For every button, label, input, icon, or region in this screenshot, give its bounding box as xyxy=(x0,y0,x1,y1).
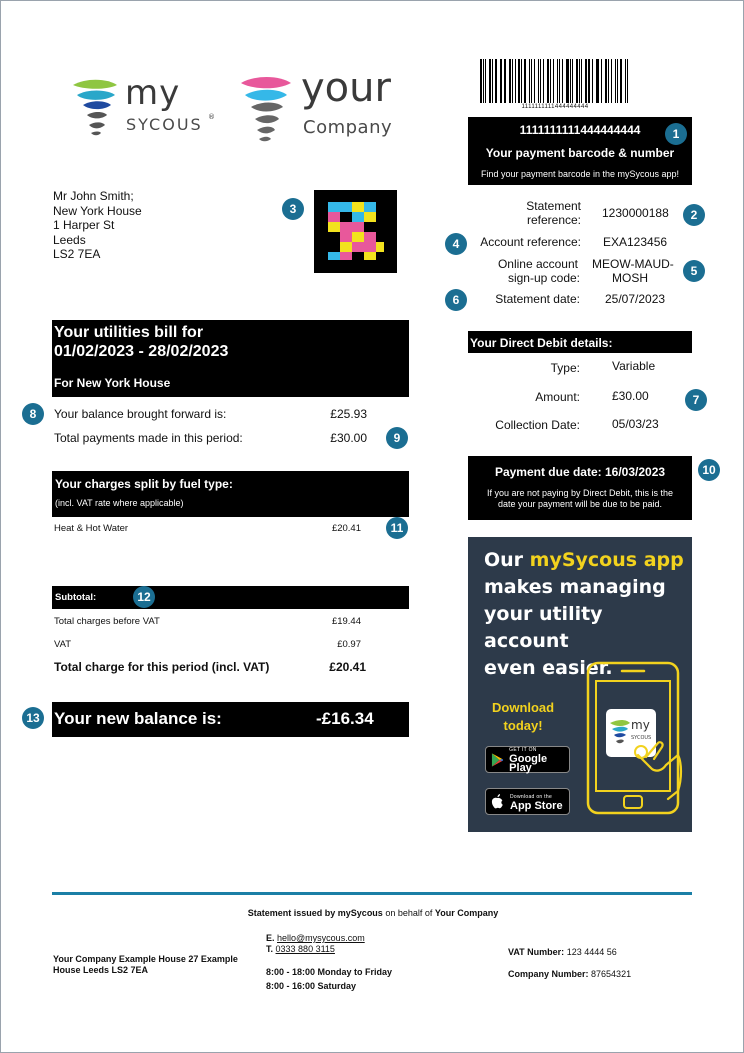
statement-reference-value: 1230000188 xyxy=(602,206,669,220)
bill-header xyxy=(52,320,409,397)
callout-badge-8: 8 xyxy=(22,403,44,425)
before-vat-label: Total charges before VAT xyxy=(54,616,160,627)
mysycous-logo-word: my xyxy=(125,73,181,113)
balance-forward-value: £25.93 xyxy=(330,407,367,421)
barcode-bar xyxy=(615,59,616,103)
barcode-number-small: 1111111111444444444 xyxy=(521,104,589,110)
barcode-bar xyxy=(581,59,582,103)
your-company-logo xyxy=(237,65,407,143)
barcode-bar xyxy=(531,59,533,103)
footer-email-label: E. xyxy=(266,933,275,943)
barcode-bar xyxy=(627,59,629,103)
barcode-bar xyxy=(597,59,599,103)
footer-issued-by xyxy=(1,908,744,918)
statement-reference-label xyxy=(471,199,581,227)
phone-illustration-icon xyxy=(586,659,686,819)
total-charge-label: Total charge for this period (incl. VAT) xyxy=(54,660,270,674)
barcode-bar xyxy=(501,59,502,103)
swirl-logo-icon xyxy=(69,75,121,139)
google-play-top: GET IT ON xyxy=(509,747,537,753)
swirl-logo-icon xyxy=(237,73,295,145)
footer-issued-a: Statement issued by mySycous xyxy=(247,908,383,918)
download-line-2: today! xyxy=(503,718,543,733)
dd-collection-label: Collection Date: xyxy=(495,418,580,432)
new-balance-label: Your new balance is: xyxy=(54,709,222,728)
signup-code-value-2: MOSH xyxy=(612,271,648,285)
app-store-button[interactable] xyxy=(485,788,570,815)
statement-reference-label-text: Statement reference: xyxy=(526,199,581,227)
barcode-bar xyxy=(504,59,506,103)
signup-code-value-1: MEOW-MAUD- xyxy=(592,257,674,271)
barcode-bar xyxy=(524,59,526,103)
balance-forward-label: Your balance brought forward is: xyxy=(54,407,227,421)
barcode-bar xyxy=(562,59,564,103)
barcode-bar xyxy=(492,59,493,103)
app-promo-line-2: makes managing xyxy=(484,576,666,598)
registered-mark: ® xyxy=(208,113,215,121)
barcode-bar xyxy=(625,59,626,103)
app-promo-line-1a: Our xyxy=(484,549,530,571)
charge-item-value: £20.41 xyxy=(331,523,361,534)
footer-email-link[interactable]: hello@mysycous.com xyxy=(277,933,365,943)
your-company-logo-word: your xyxy=(301,65,391,111)
barcode-bar xyxy=(592,59,593,103)
app-store-name: App Store xyxy=(510,799,563,812)
barcode-number: 1111111111444444444 xyxy=(519,123,641,137)
download-today-text xyxy=(492,699,554,735)
charges-header xyxy=(52,471,409,517)
account-reference-value: EXA123456 xyxy=(603,235,668,249)
callout-badge-3: 3 xyxy=(282,198,304,220)
callout-badge-9: 9 xyxy=(386,427,408,449)
footer-company-number xyxy=(508,969,631,979)
signup-code-label-2: sign-up code: xyxy=(507,271,580,285)
direct-debit-header xyxy=(468,331,692,353)
address-line: Mr John Smith; xyxy=(53,189,134,203)
subtotal-title: Subtotal: xyxy=(55,592,97,603)
payment-due-box xyxy=(468,456,692,520)
before-vat-value: £19.44 xyxy=(331,616,361,627)
barcode-bar xyxy=(500,59,501,103)
direct-debit-title: Your Direct Debit details: xyxy=(470,336,613,350)
barcode-bar xyxy=(611,59,613,103)
barcode-bar xyxy=(518,59,520,103)
new-balance-box xyxy=(52,702,409,737)
barcode-bar xyxy=(547,59,549,103)
bill-property: For New York House xyxy=(54,376,171,390)
new-balance-value: -£16.34 xyxy=(316,709,374,728)
barcode-bar xyxy=(485,59,486,103)
callout-badge-13: 13 xyxy=(22,707,44,729)
footer-issued-c: Your Company xyxy=(434,908,499,918)
vat-label: VAT xyxy=(54,639,72,650)
account-reference-label: Account reference: xyxy=(480,235,581,249)
barcode-bar xyxy=(521,59,522,103)
barcode-bar xyxy=(483,59,484,103)
dd-amount-label: Amount: xyxy=(535,390,580,404)
footer-phone-link[interactable]: 0333 880 3115 xyxy=(275,944,335,954)
footer-hours-1: 8:00 - 18:00 Monday to Friday xyxy=(266,967,393,977)
address-line: LS2 7EA xyxy=(53,247,101,261)
footer-hours-2: 8:00 - 16:00 Saturday xyxy=(266,981,357,991)
barcode-bar xyxy=(608,59,609,103)
barcode-bar xyxy=(566,59,568,103)
apple-icon xyxy=(491,794,504,809)
subtotal-header xyxy=(52,586,409,609)
callout-badge-6: 6 xyxy=(445,289,467,311)
google-play-name: Google Play xyxy=(509,753,548,774)
barcode-bar xyxy=(585,59,587,103)
payment-due-note-2: date your payment will be due to be paid. xyxy=(497,499,663,509)
footer-rule xyxy=(52,892,692,895)
charges-subtitle: (incl. VAT rate where applicable) xyxy=(55,498,184,508)
barcode-bar xyxy=(543,59,544,103)
footer-vat-value: 123 4444 56 xyxy=(566,947,617,957)
barcode-bar xyxy=(579,59,580,103)
barcode-image xyxy=(480,59,630,103)
barcode-bar xyxy=(515,59,516,103)
barcode-bar xyxy=(620,59,622,103)
footer-company-label: Company Number: xyxy=(508,969,589,979)
barcode-bar xyxy=(540,59,542,103)
payment-due-title: Payment due date: 16/03/2023 xyxy=(494,465,666,479)
callout-badge-12: 12 xyxy=(133,586,155,608)
barcode-bar xyxy=(489,59,491,103)
footer-company-address: Your Company Example House 27 Example House Leeds LS2 7EA xyxy=(53,954,238,975)
phone-logo-word: my xyxy=(631,718,650,732)
app-store-top: Download on the xyxy=(510,793,553,800)
footer-company-value: 87654321 xyxy=(591,969,632,979)
bill-title-line-2: 01/02/2023 - 28/02/2023 xyxy=(54,343,229,360)
barcode-bar xyxy=(557,59,559,103)
barcode-bar xyxy=(534,59,535,103)
charges-title: Your charges split by fuel type: xyxy=(55,477,233,491)
download-line-1: Download xyxy=(492,700,555,715)
barcode-bar xyxy=(495,59,497,103)
vat-value: £0.97 xyxy=(337,639,361,650)
payments-value: £30.00 xyxy=(330,431,367,445)
footer-issued-b: on behalf of xyxy=(382,908,435,918)
dd-amount-value: £30.00 xyxy=(612,389,649,403)
footer-contact xyxy=(266,933,392,992)
payments-label: Total payments made in this period: xyxy=(54,431,243,445)
google-play-button[interactable] xyxy=(485,746,570,773)
barcode-bar xyxy=(570,59,571,103)
statement-date-label: Statement date: xyxy=(495,292,580,306)
app-promo-panel xyxy=(468,537,692,832)
footer-vat xyxy=(508,947,617,957)
callout-badge-4: 4 xyxy=(445,233,467,255)
barcode-bar xyxy=(480,59,482,103)
total-charge-value: £20.41 xyxy=(329,660,366,674)
barcode-box xyxy=(468,117,692,185)
barcode-subtitle: Find your payment barcode in the mySycous app! xyxy=(480,169,680,179)
barcode-bar xyxy=(601,59,602,103)
barcode-bar xyxy=(559,59,560,103)
address-line: 1 Harper St xyxy=(53,218,115,232)
qr-code-icon xyxy=(314,190,397,273)
barcode-title: Your payment barcode & number xyxy=(485,146,675,160)
callout-badge-10: 10 xyxy=(698,459,720,481)
callout-badge-2: 2 xyxy=(683,204,705,226)
mysycous-logo-sub: SYCOUS xyxy=(126,115,203,134)
your-company-logo-sub: Company xyxy=(303,117,393,138)
phone-logo-sub: SYCOUS xyxy=(631,735,652,741)
signup-code-label-1: Online account xyxy=(497,257,578,271)
recipient-address xyxy=(53,189,142,262)
barcode-bar xyxy=(550,59,551,103)
bill-title-line-1: Your utilities bill for xyxy=(54,324,204,341)
app-promo-line-3: your utility account xyxy=(484,603,603,652)
statement-date-value: 25/07/2023 xyxy=(605,292,666,306)
callout-badge-1: 1 xyxy=(665,123,687,145)
dd-collection-value: 05/03/23 xyxy=(612,417,659,431)
barcode-bar xyxy=(509,59,511,103)
mysycous-logo xyxy=(69,75,219,141)
barcode-bar xyxy=(596,59,597,103)
address-line: New York House xyxy=(53,203,142,218)
barcode-bar xyxy=(605,59,607,103)
callout-badge-11: 11 xyxy=(386,517,408,539)
barcode-bar xyxy=(576,59,578,103)
charge-item-label: Heat & Hot Water xyxy=(54,523,129,534)
qr-code xyxy=(314,190,397,273)
payment-due-note-1: If you are not paying by Direct Debit, this is the xyxy=(486,488,674,498)
dd-type-value: Variable xyxy=(612,359,656,373)
barcode-bar xyxy=(553,59,554,103)
barcode-bar xyxy=(529,59,530,103)
callout-badge-7: 7 xyxy=(685,389,707,411)
google-play-icon xyxy=(491,752,504,768)
dd-type-label: Type: xyxy=(550,361,580,375)
barcode-area xyxy=(480,59,630,111)
barcode-bar xyxy=(617,59,618,103)
app-promo-line-1b: mySycous app xyxy=(529,549,684,571)
app-promo-line-4: even easier. xyxy=(484,657,613,679)
footer-vat-label: VAT Number: xyxy=(508,947,565,957)
barcode-bar xyxy=(588,59,590,103)
callout-badge-5: 5 xyxy=(683,260,705,282)
footer-phone-label: T. xyxy=(266,944,274,954)
barcode-bar xyxy=(512,59,513,103)
barcode-bar xyxy=(538,59,539,103)
barcode-bar xyxy=(572,59,573,103)
address-line: Leeds xyxy=(53,232,86,247)
